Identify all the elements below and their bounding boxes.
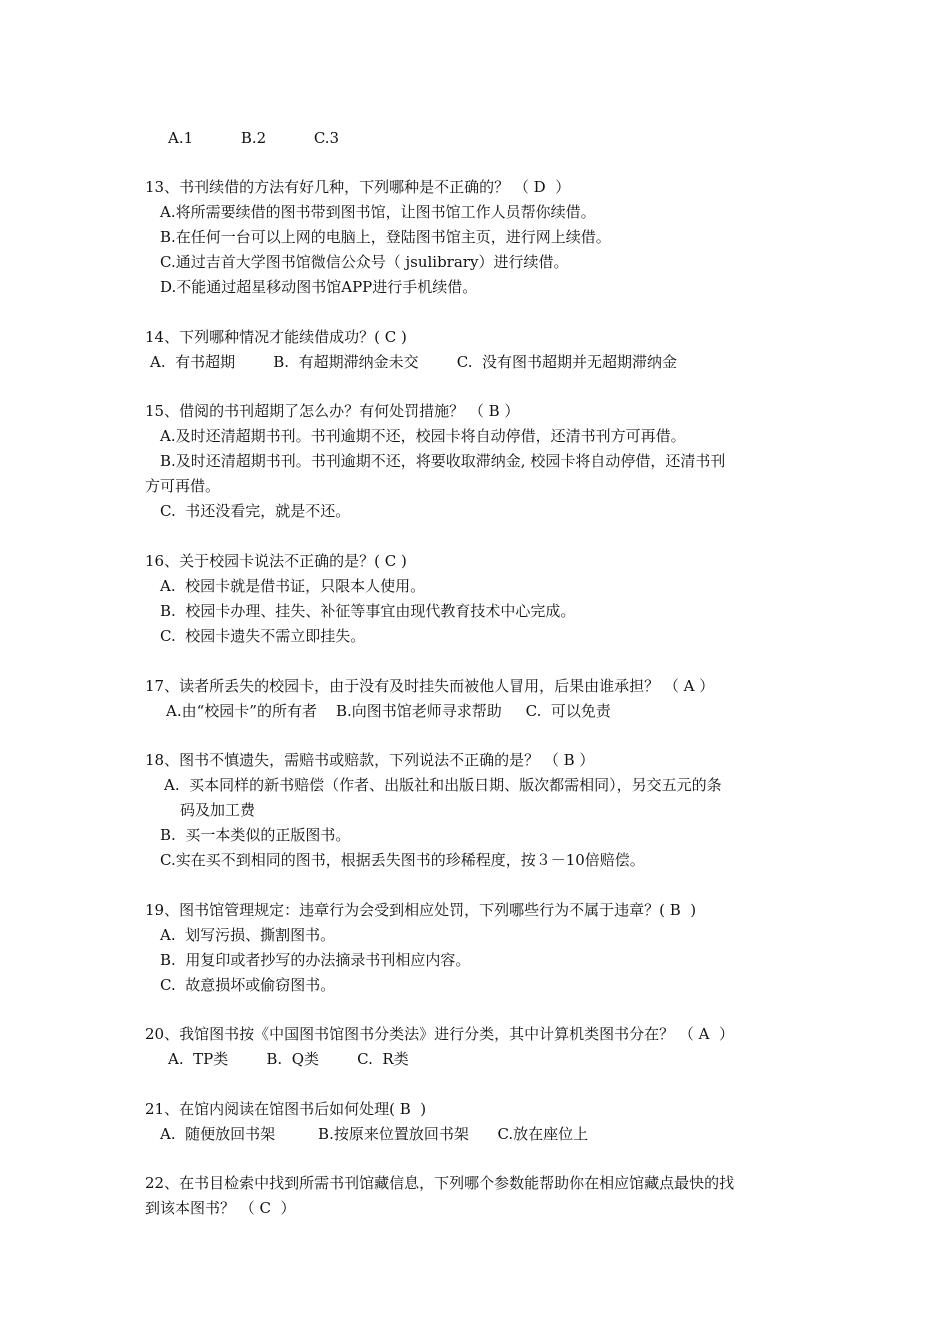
question-20-options: A. TP类 B. Q类 C. R类 <box>168 1050 409 1068</box>
question-19-option-a: A. 划写污损、撕割图书。 <box>160 926 336 944</box>
question-16-option-b: B. 校园卡办理、挂失、补征等事宜由现代教育技术中心完成。 <box>160 602 576 620</box>
question-22-continued: 到该本图书？ （ C ） <box>145 1199 296 1217</box>
question-15-option-b-continued: 方可再借。 <box>145 477 221 495</box>
question-13-option-b: B.在任何一台可以上网的电脑上，登陆图书馆主页，进行网上续借。 <box>160 228 611 246</box>
question-16-option-c: C. 校园卡遗失不需立即挂失。 <box>160 627 366 645</box>
question-15-option-b: B.及时还清超期书刊。书刊逾期不还，将要收取滞纳金, 校园卡将自动停借，还清书刊 <box>160 452 726 470</box>
question-16-option-a: A. 校园卡就是借书证，只限本人使用。 <box>160 577 426 595</box>
question-19-option-c: C. 故意损坏或偷窃图书。 <box>160 976 336 994</box>
question-16: 16、关于校园卡说法不正确的是？( C ) <box>145 552 407 570</box>
question-15-option-c: C. 书还没看完，就是不还。 <box>160 502 351 520</box>
previous-options: A.1 B.2 C.3 <box>168 129 340 147</box>
question-14: 14、下列哪种情况才能续借成功？( C ) <box>145 328 407 346</box>
question-21-options: A. 随便放回书架 B.按原来位置放回书架 C.放在座位上 <box>160 1125 589 1143</box>
question-19: 19、图书馆管理规定：违章行为会受到相应处罚，下列哪些行为不属于违章？( B ) <box>145 901 697 919</box>
question-22: 22、在书目检索中找到所需书刊馆藏信息，下列哪个参数能帮助你在相应馆藏点最快的找 <box>145 1174 735 1192</box>
question-18: 18、图书不慎遗失，需赔书或赔款，下列说法不正确的是？ （ B ） <box>145 751 595 769</box>
question-18-option-a: A. 买本同样的新书赔偿（作者、出版社和出版日期、版次都需相同），另交五元的条 <box>164 776 722 794</box>
question-13: 13、书刊续借的方法有好几种，下列哪种是不正确的？ （ D ） <box>145 178 571 196</box>
question-18-option-b: B. 买一本类似的正版图书。 <box>160 826 351 844</box>
question-13-option-a: A.将所需要续借的图书带到图书馆，让图书馆工作人员帮你续借。 <box>160 203 596 221</box>
question-13-option-c: C.通过吉首大学图书馆微信公众号（ jsulibrary）进行续借。 <box>160 253 569 271</box>
question-14-options: A. 有书超期 B. 有超期滞纳金未交 C. 没有图书超期并无超期滞纳金 <box>150 353 678 371</box>
question-18-option-c: C.实在买不到相同的图书，根据丢失图书的珍稀程度，按３－10倍赔偿。 <box>160 851 645 869</box>
question-21: 21、在馆内阅读在馆图书后如何处理( B ) <box>145 1100 427 1118</box>
question-15: 15、借阅的书刊超期了怎么办？有何处罚措施？ （ B ） <box>145 402 520 420</box>
question-17-options: A.由“校园卡”的所有者 B.向图书馆老师寻求帮助 C. 可以免责 <box>166 702 611 720</box>
question-20: 20、我馆图书按《中国图书馆图书分类法》进行分类，其中计算机类图书分在？ （ A ） <box>145 1025 734 1043</box>
question-18-option-a-continued: 码及加工费 <box>180 801 256 819</box>
question-19-option-b: B. 用复印或者抄写的办法摘录书刊相应内容。 <box>160 951 471 969</box>
question-15-option-a: A.及时还清超期书刊。书刊逾期不还，校园卡将自动停借，还清书刊方可再借。 <box>160 427 686 445</box>
question-17: 17、读者所丢失的校园卡，由于没有及时挂失而被他人冒用，后果由谁承担？ （ A ） <box>145 677 715 695</box>
question-13-option-d: D.不能通过超星移动图书馆APP进行手机续借。 <box>160 278 478 296</box>
